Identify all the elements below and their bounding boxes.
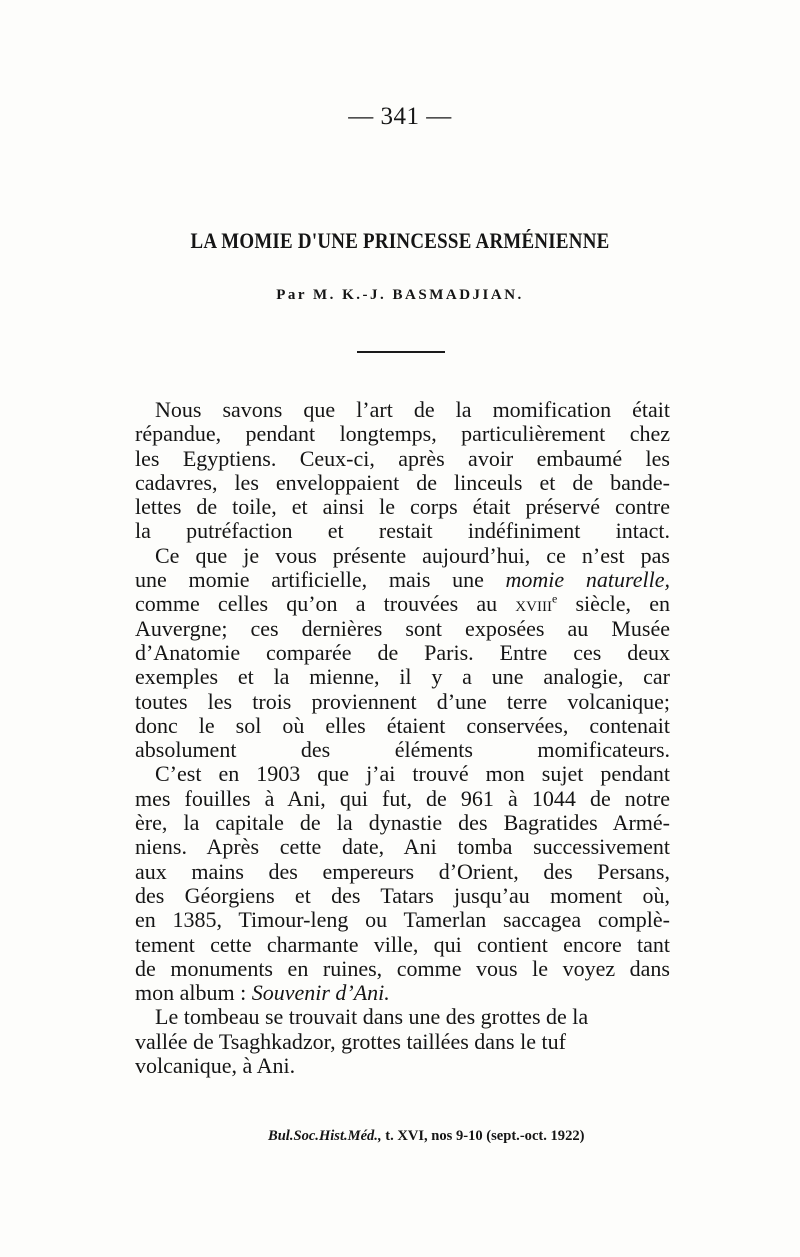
article-title: LA MOMIE D'UNE PRINCESSE ARMÉNIENNE [190,228,610,253]
text-line: vallée de Tsaghkadzor, grottes taillées dans le tuf [135,1028,566,1054]
citation-footer [268,1128,656,1145]
text-line: aux mains des empereurs d’Orient, des Persans, [135,858,670,884]
text-line: exemples et la mienne, il y a une analogie, car [135,664,670,690]
citation-details: t. XVI, nos 9-10 (sept.-oct. 1922) [381,1128,585,1144]
text-line: toutes les trois proviennent d’une terre volcanique; [135,688,670,714]
text-line: niens. Après cette date, Ani tomba successivement [135,834,670,860]
page-number: — 341 — [348,103,452,130]
emphasis-momie-naturelle: momie naturelle, [505,567,670,593]
text-line: Ce que je vous présente aujourd’hui, ce n’est pas [155,542,670,568]
text-line: répandue, pendant longtemps, particulièrement chez [135,421,670,447]
text-line: de monuments en ruines, comme vous le voyez dans [135,955,670,981]
paragraph-2 [135,544,670,763]
text-line: la putréfaction et restait indéfiniment intact. [135,518,670,544]
article-body [135,398,670,1078]
text-line: C’est en 1903 que j’ai trouvé mon sujet pendant [155,761,670,787]
text-line: lettes de toile, et ainsi le corps était préservé contre [135,494,670,520]
century-numeral: xviii [515,591,552,617]
ordinal-superscript: e [551,592,558,607]
text-line [135,568,670,592]
text-line: tement cette charmante ville, qui contient encore tant [135,931,670,957]
text-line: des Géorgiens et des Tatars jusqu’au moment où, [135,882,670,908]
text-line: volcanique, à Ani. [135,1053,296,1079]
text-line: Nous savons que l’art de la momification était [155,397,670,422]
paragraph-1 [135,398,670,544]
text-line: Auvergne; ces dernières sont exposées au Musée [135,615,670,641]
journal-name: Bul.Soc.Hist.Méd., [268,1128,382,1144]
text-line: d’Anatomie comparée de Paris. Entre ces deux [135,639,670,665]
article-author: Par M. K.-J. BASMADJIAN. [276,287,524,303]
text-line [135,981,670,1005]
text-line: donc le sol où elles étaient conservées, contenait [135,712,670,738]
title-divider [357,351,445,353]
paragraph-3 [135,762,670,1005]
text-line: absolument des éléments momificateurs. [135,737,670,763]
text-line: cadavres, les enveloppaient de linceuls et de bande- [135,469,670,495]
text-segment: une momie artificielle, mais une [135,567,506,593]
emphasis-souvenir-dani: Souvenir d’Ani. [251,980,390,1006]
text-line: les Egyptiens. Ceux-ci, après avoir embaumé les [135,445,670,471]
paragraph-4 [135,1005,670,1078]
text-segment: mon album : [135,980,252,1006]
text-line: en 1385, Timour-leng ou Tamerlan saccagea complè- [135,907,670,933]
text-segment: comme celles qu’on a trouvées au [135,591,516,617]
text-line: mes fouilles à Ani, qui fut, de 961 à 1044 de notre [135,785,670,811]
text-line [135,592,670,616]
text-line: Le tombeau se trouvait dans une des grottes de la [155,1004,589,1030]
text-segment: siècle, en [557,591,670,617]
text-line: ère, la capitale de la dynastie des Bagratides Armé- [135,810,670,836]
